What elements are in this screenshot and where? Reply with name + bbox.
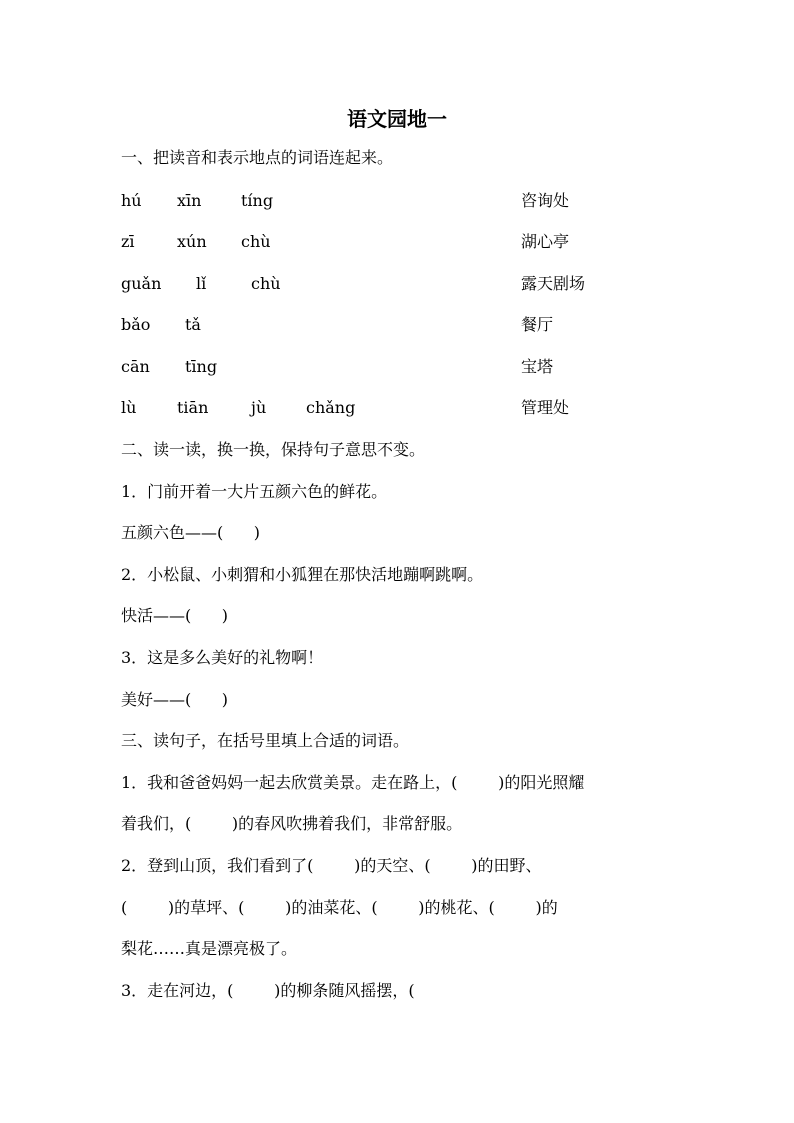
- pinyin-syllable: chǎng: [306, 398, 356, 417]
- place-word: 管理处: [521, 398, 570, 417]
- pinyin-syllable: lǐ: [196, 274, 207, 293]
- fill-blank-line: ( )的草坪、( )的油菜花、( )的桃花、( )的: [121, 898, 558, 917]
- section2-heading: 二、读一读，换一换，保持句子意思不变。: [121, 440, 426, 459]
- pinyin-syllable: chù: [241, 232, 271, 251]
- pinyin-syllable: jù: [251, 398, 267, 417]
- pinyin-syllable: tiān: [177, 398, 209, 417]
- pinyin-syllable: lù: [121, 398, 137, 417]
- section3-heading: 三、读句子，在括号里填上合适的词语。: [121, 731, 410, 750]
- place-word: 湖心亭: [521, 232, 570, 251]
- pinyin-syllable: tǎ: [185, 315, 201, 334]
- pinyin-syllable: tíng: [241, 191, 274, 210]
- place-word: 露天剧场: [521, 274, 586, 293]
- pinyin-syllable: xún: [177, 232, 207, 251]
- pinyin-syllable: cān: [121, 357, 150, 376]
- place-word: 咨询处: [521, 191, 570, 210]
- fill-blank-line: 梨花……真是漂亮极了。: [121, 939, 298, 958]
- answer-blank-line: 美好——( ): [121, 690, 229, 709]
- pinyin-syllable: chù: [251, 274, 281, 293]
- pinyin-syllable: bǎo: [121, 315, 151, 334]
- exercise-sentence: 3．这是多么美好的礼物啊！: [121, 648, 324, 667]
- fill-blank-line: 2．登到山顶，我们看到了( )的天空、( )的田野、: [121, 856, 542, 875]
- place-word: 宝塔: [521, 357, 554, 376]
- exercise-sentence: 2．小松鼠、小刺猬和小狐狸在那快活地蹦啊跳啊。: [121, 565, 484, 584]
- pinyin-syllable: hú: [121, 191, 142, 210]
- fill-blank-line: 着我们，( )的春风吹拂着我们，非常舒服。: [121, 814, 463, 833]
- section1-heading: 一、把读音和表示地点的词语连起来。: [121, 148, 394, 167]
- exercise-sentence: 1．门前开着一大片五颜六色的鲜花。: [121, 482, 388, 501]
- pinyin-syllable: xīn: [177, 191, 202, 210]
- pinyin-syllable: guǎn: [121, 274, 162, 293]
- fill-blank-line: 1．我和爸爸妈妈一起去欣赏美景。走在路上，( )的阳光照耀: [121, 773, 585, 792]
- fill-blank-line: 3．走在河边，( )的柳条随风摇摆，(: [121, 981, 415, 1000]
- page-title: 语文园地一: [347, 107, 447, 131]
- pinyin-syllable: zī: [121, 232, 135, 251]
- answer-blank-line: 五颜六色——( ): [121, 523, 261, 542]
- answer-blank-line: 快活——( ): [121, 606, 229, 625]
- pinyin-syllable: tīng: [185, 357, 218, 376]
- place-word: 餐厅: [521, 315, 554, 334]
